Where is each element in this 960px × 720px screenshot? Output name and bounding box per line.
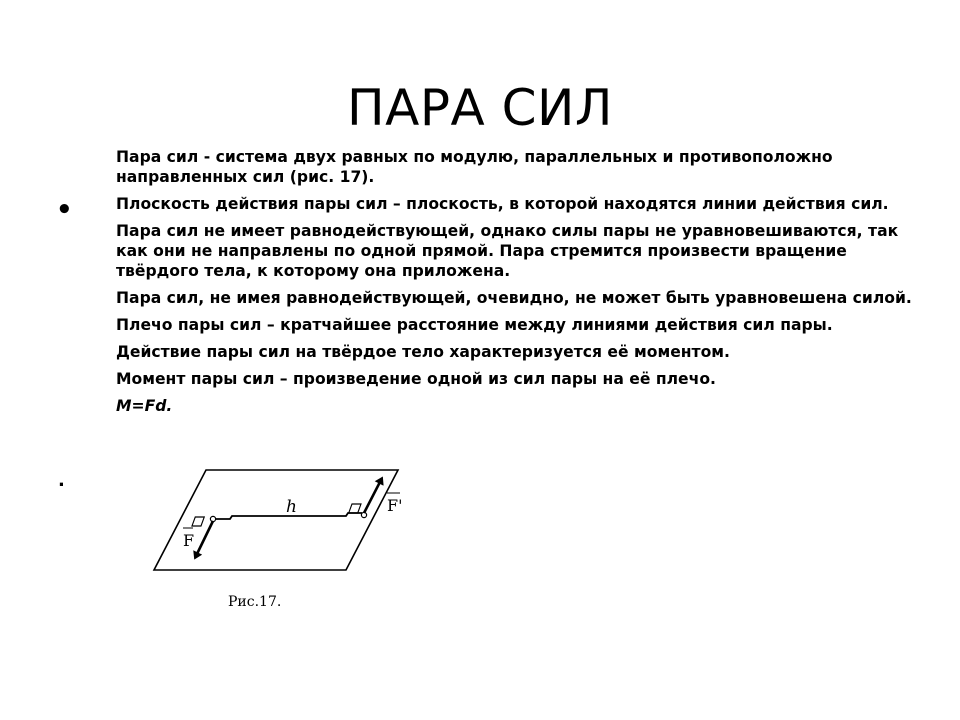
bullet-marker: • [56, 195, 73, 225]
figure-caption: Рис.17. [228, 594, 282, 610]
slide-title: ПАРА СИЛ [347, 78, 613, 137]
label-h: h [286, 497, 297, 517]
paragraph-plane: Плоскость действия пары сил – плоскость, в которой находятся линии действия сил. [116, 195, 889, 213]
body-text [116, 147, 916, 423]
paragraph-no-balance: Пара сил, не имея равнодействующей, очевидно, не может быть уравновешена силой. [116, 289, 912, 307]
label-f: F [183, 531, 195, 550]
right-angle-marker-left [192, 517, 204, 526]
label-f-prime: F' [387, 496, 403, 515]
paragraph-no-resultant: Пара сил не имеет равнодействующей, однако силы пары не уравновешиваются, так как они не направлены по одной прямой. Пара стремится произвести вращение твёрдого тела, к которому она приложена. [116, 222, 899, 280]
paragraph-arm: Плечо пары сил – кратчайшее расстояние между линиями действия сил пары. [116, 316, 833, 334]
formula: M=Fd. [116, 397, 173, 415]
paragraph-definition: Пара сил - система двух равных по модулю, параллельных и противоположно направленных сил (рис. 17). [116, 148, 833, 186]
application-point-right [361, 512, 366, 517]
bullet-marker: . [58, 470, 65, 491]
paragraph-moment: Момент пары сил – произведение одной из сил пары на её плечо. [116, 370, 716, 388]
application-point-left [210, 516, 215, 521]
plane-shape [154, 470, 398, 570]
force-couple-figure [150, 460, 410, 620]
paragraph-action: Действие пары сил на твёрдое тело характеризуется её моментом. [116, 343, 730, 361]
right-angle-marker-right [349, 504, 361, 513]
